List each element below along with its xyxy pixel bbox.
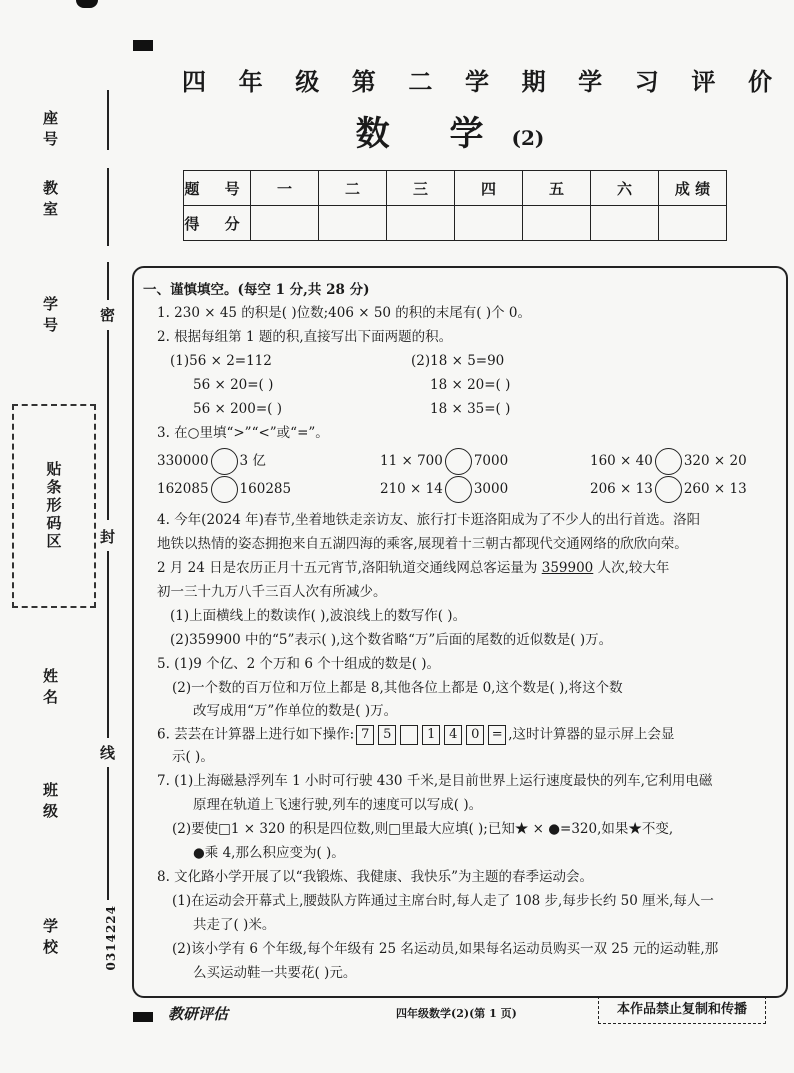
title-char: 年 xyxy=(238,67,263,96)
score-cell: 题 号 xyxy=(184,171,251,206)
score-cell: 四 xyxy=(455,171,523,206)
question-5-part2: (2)一个数的百万位和万位上都是 8,其他各位上都是 0,这个数是( ),将这个数 xyxy=(172,680,623,696)
compare-circle[interactable] xyxy=(445,448,472,475)
seal-char-mi: 密 xyxy=(100,300,115,329)
compare-item: 11 × 700 7000 xyxy=(380,448,508,475)
fill-line-name xyxy=(107,550,109,740)
question-4-part1: (1)上面横线上的数读作( ),波浪线上的数写作( )。 xyxy=(170,608,467,624)
scan-mark-top xyxy=(76,0,98,8)
question-1: 1. 230 × 45 的积是( )位数;406 × 50 的积的末尾有( )个 0。 xyxy=(157,305,532,321)
fill-line-id xyxy=(107,262,109,302)
compare-circle[interactable] xyxy=(655,476,682,503)
title-char: 价 xyxy=(747,67,772,96)
compare-item: 162085 160285 xyxy=(157,476,291,503)
score-table-header-row xyxy=(184,171,727,206)
compare-circle[interactable] xyxy=(655,448,682,475)
footer-publisher: 教研评估 xyxy=(168,1005,229,1023)
score-cell: 三 xyxy=(387,171,455,206)
underlined-number: 359900 xyxy=(541,560,594,576)
title-char: 级 xyxy=(295,67,320,96)
question-5-part2-cont: 改写成用“万”作单位的数是( )万。 xyxy=(193,703,398,719)
question-8-part1: (1)在运动会开幕式上,腰鼓队方阵通过主席台时,每人走了 108 步,每步长约 50 厘米,每人一 xyxy=(172,893,714,909)
name-label: 姓名 xyxy=(41,668,59,710)
score-cell: 一 xyxy=(251,171,319,206)
title-char: 四 xyxy=(182,67,206,96)
score-cell: 六 xyxy=(591,171,659,206)
title-char: 第 xyxy=(351,67,376,96)
title-char: 二 xyxy=(408,67,433,96)
calculator-key: 1 xyxy=(422,725,440,745)
calculator-key: 7 xyxy=(356,725,374,745)
fill-line-class xyxy=(107,760,109,900)
score-entry-cell[interactable] xyxy=(251,206,319,241)
title-char: 期 xyxy=(521,67,546,96)
question-4-line4: 初一三十九万八千三百人次有所减少。 xyxy=(157,584,387,600)
compare-item: 210 × 14 3000 xyxy=(380,476,508,503)
calculator-key-equals: = xyxy=(488,725,506,745)
q2-group1-item: 56 × 200=( ) xyxy=(193,401,282,417)
question-4-part2: (2)359900 中的“5”表示( ),这个数省略“万”后面的尾数的近似数是( )万。 xyxy=(170,632,613,648)
q2-group2-given: (2)18 × 5=90 xyxy=(411,353,505,369)
score-table-score-row xyxy=(184,206,727,241)
exam-title xyxy=(182,62,772,97)
calculator-key: 4 xyxy=(444,725,462,745)
calculator-key: 5 xyxy=(378,725,396,745)
calculator-key-blank[interactable] xyxy=(400,725,418,745)
section-heading: 一、谨慎填空。(每空 1 分,共 28 分) xyxy=(143,282,370,298)
barcode-area-label: 贴条形码区 xyxy=(44,461,63,551)
question-8-part1-cont: 共走了( )米。 xyxy=(193,917,276,933)
score-entry-cell[interactable] xyxy=(591,206,659,241)
registration-mark-top xyxy=(133,40,153,51)
score-cell: 五 xyxy=(523,171,591,206)
compare-item: 160 × 40 320 × 20 xyxy=(590,448,747,475)
student-id-label: 学号 xyxy=(41,296,59,338)
seat-number-label: 座号 xyxy=(41,110,59,152)
score-row-label: 得 分 xyxy=(184,206,251,241)
compare-circle[interactable] xyxy=(211,448,238,475)
calculator-key: 0 xyxy=(466,725,484,745)
q2-group2-item: 18 × 35=( ) xyxy=(430,401,511,417)
question-5-part1: 5. (1)9 个亿、2 个万和 6 个十组成的数是( )。 xyxy=(157,656,441,672)
title-char: 习 xyxy=(634,67,659,96)
score-entry-cell[interactable] xyxy=(387,206,455,241)
q2-group2-item: 18 × 20=( ) xyxy=(430,377,511,393)
seal-char-xian: 线 xyxy=(100,738,115,767)
score-cell: 成 绩 xyxy=(659,171,727,206)
question-7-part1: 7. (1)上海磁悬浮列车 1 小时可行驶 430 千米,是目前世界上运行速度最快的列车,它利用电磁 xyxy=(157,773,713,789)
compare-circle[interactable] xyxy=(211,476,238,503)
question-4-line3: 2 月 24 日是农历正月十五元宵节,洛阳轨道交通线网总客运量为 359900 人次,较大年 xyxy=(157,560,670,576)
score-entry-cell[interactable] xyxy=(455,206,523,241)
question-8-part2-cont: 么买运动鞋一共要花( )元。 xyxy=(193,965,357,981)
q2-group1-given: (1)56 × 2=112 xyxy=(170,353,272,369)
class-label: 班级 xyxy=(41,782,59,824)
score-cell: 二 xyxy=(319,171,387,206)
question-3: 3. 在○里填“>”“<”或“=”。 xyxy=(157,425,329,441)
copyright-notice: 本作品禁止复制和传播 xyxy=(598,996,766,1024)
question-4-line2: 地铁以热情的姿态拥抱来自五湖四海的乘客,展现着十三朝古都现代交通网络的欣欣向荣。 xyxy=(157,536,688,552)
question-6-cont: 示( )。 xyxy=(172,749,214,765)
fill-line-binding-1 xyxy=(107,330,109,520)
subject-heading xyxy=(300,106,600,155)
score-table xyxy=(183,170,727,241)
serial-number: 0314224 xyxy=(104,905,118,971)
score-entry-cell[interactable] xyxy=(523,206,591,241)
question-7-part2-cont: ●乘 4,那么积应变为( )。 xyxy=(193,845,345,861)
compare-circle[interactable] xyxy=(445,476,472,503)
volume-number: (2) xyxy=(511,126,545,150)
title-char: 学 xyxy=(464,67,489,96)
question-8-part2: (2)该小学有 6 个年级,每个年级有 25 名运动员,如果每名运动员购买一双 25 元的运动鞋,那 xyxy=(172,941,719,957)
score-entry-cell[interactable] xyxy=(319,206,387,241)
school-label: 学校 xyxy=(41,918,59,960)
compare-item: 330000 3 亿 xyxy=(157,448,266,475)
barcode-area xyxy=(12,404,96,608)
question-8: 8. 文化路小学开展了以“我锻炼、我健康、我快乐”为主题的春季运动会。 xyxy=(157,869,593,885)
q2-group1-item: 56 × 20=( ) xyxy=(193,377,274,393)
question-7-part1-cont: 原理在轨道上飞速行驶,列车的速度可以写成( )。 xyxy=(193,797,483,813)
footer-page-info: 四年级数学(2)(第 1 页) xyxy=(396,1007,517,1020)
compare-item: 206 × 13 260 × 13 xyxy=(590,476,747,503)
fill-line-seat xyxy=(107,90,109,150)
score-entry-cell[interactable] xyxy=(659,206,727,241)
title-char: 评 xyxy=(691,67,716,96)
question-6: 6. 芸芸在计算器上进行如下操作: 7 5 1 4 0 = ,这时计算器的显示屏上会显 xyxy=(157,725,675,745)
classroom-label: 教室 xyxy=(41,180,59,222)
seal-char-feng: 封 xyxy=(100,522,115,551)
question-4-line1: 4. 今年(2024 年)春节,坐着地铁走亲访友、旅行打卡逛洛阳成为了不少人的出行首选。洛阳 xyxy=(157,512,701,528)
question-7-part2: (2)要使□1 × 320 的积是四位数,则□里最大应填( );已知★ × ●=320,如果★不变, xyxy=(172,821,674,837)
title-char: 学 xyxy=(578,67,603,96)
registration-mark-bottom xyxy=(133,1012,153,1022)
question-2: 2. 根据每组第 1 题的积,直接写出下面两题的积。 xyxy=(157,329,453,345)
subject-name: 数 学 xyxy=(355,114,508,154)
fill-line-classroom xyxy=(107,168,109,246)
